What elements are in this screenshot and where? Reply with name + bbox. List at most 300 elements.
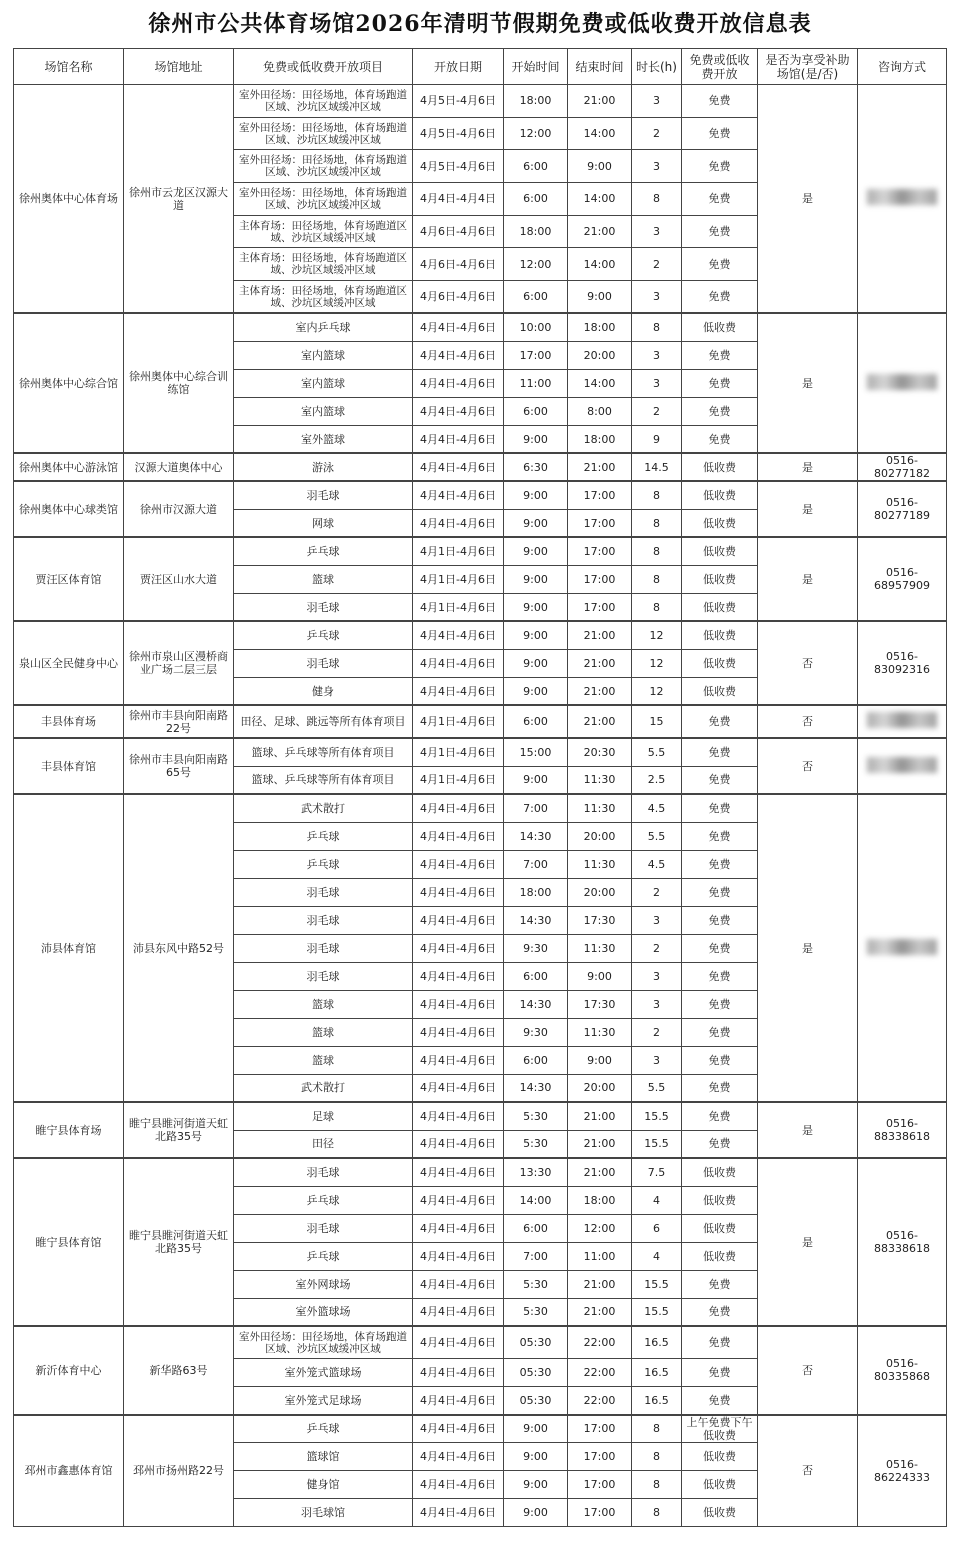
cell-date: 4月4日-4月6日 [413, 1046, 504, 1074]
cell-duration: 3 [632, 962, 682, 990]
cell-item: 篮球馆 [234, 1443, 413, 1471]
cell-start-time: 6:00 [504, 1214, 568, 1242]
cell-start-time: 14:30 [504, 990, 568, 1018]
cell-end-time: 14:00 [568, 183, 632, 216]
cell-duration: 2.5 [632, 766, 682, 794]
cell-duration: 14.5 [632, 453, 682, 481]
cell-end-time: 9:00 [568, 1046, 632, 1074]
cell-date: 4月4日-4月6日 [413, 1326, 504, 1359]
cell-item: 主体育场：田径场地，体育场跑道区域、沙坑区域缓冲区域 [234, 248, 413, 281]
cell-start-time: 14:30 [504, 1074, 568, 1102]
cell-start-time: 18:00 [504, 85, 568, 118]
cell-start-time: 9:30 [504, 934, 568, 962]
cell-fee-type: 低收费 [682, 481, 758, 509]
redacted-contact [867, 374, 937, 390]
cell-item: 健身馆 [234, 1471, 413, 1499]
cell-duration: 2 [632, 934, 682, 962]
cell-duration: 8 [632, 1415, 682, 1443]
cell-item: 篮球、乒乓球等所有体育项目 [234, 766, 413, 794]
cell-duration: 16.5 [632, 1326, 682, 1359]
cell-fee-type: 免费 [682, 878, 758, 906]
header-duration: 时长(h) [632, 49, 682, 85]
cell-fee-type: 免费 [682, 117, 758, 150]
cell-date: 4月4日-4月6日 [413, 1415, 504, 1443]
cell-duration: 8 [632, 183, 682, 216]
cell-item: 室外网球场 [234, 1270, 413, 1298]
cell-duration: 16.5 [632, 1359, 682, 1387]
cell-end-time: 20:30 [568, 738, 632, 766]
cell-fee-type: 低收费 [682, 1443, 758, 1471]
cell-start-time: 9:00 [504, 1443, 568, 1471]
cell-duration: 15 [632, 705, 682, 738]
cell-start-time: 9:00 [504, 481, 568, 509]
cell-fee-type: 免费 [682, 150, 758, 183]
cell-fee-type: 免费 [682, 1326, 758, 1359]
cell-start-time: 05:30 [504, 1387, 568, 1415]
cell-fee-type: 免费 [682, 906, 758, 934]
cell-duration: 8 [632, 1499, 682, 1527]
cell-fee-type: 免费 [682, 1387, 758, 1415]
cell-date: 4月6日-4月6日 [413, 248, 504, 281]
cell-end-time: 21:00 [568, 705, 632, 738]
cell-start-time: 05:30 [504, 1359, 568, 1387]
table-row [14, 621, 947, 649]
cell-end-time: 11:30 [568, 1018, 632, 1046]
cell-start-time: 9:00 [504, 565, 568, 593]
venue-table [13, 48, 947, 1527]
cell-start-time: 7:00 [504, 850, 568, 878]
cell-fee-type: 免费 [682, 369, 758, 397]
cell-date: 4月4日-4月6日 [413, 1471, 504, 1499]
cell-date: 4月4日-4月6日 [413, 794, 504, 822]
subsidized-flag: 是 [758, 1102, 858, 1158]
cell-item: 乒乓球 [234, 537, 413, 565]
cell-date: 4月4日-4月6日 [413, 1214, 504, 1242]
cell-start-time: 9:00 [504, 1471, 568, 1499]
contact: 0516-80277182 [858, 453, 947, 481]
cell-fee-type: 免费 [682, 397, 758, 425]
cell-end-time: 17:00 [568, 1443, 632, 1471]
cell-date: 4月4日-4月6日 [413, 369, 504, 397]
cell-item: 羽毛球 [234, 878, 413, 906]
cell-end-time: 17:00 [568, 537, 632, 565]
cell-fee-type: 低收费 [682, 621, 758, 649]
cell-item: 室外田径场：田径场地，体育场跑道区域、沙坑区域缓冲区域 [234, 150, 413, 183]
cell-end-time: 11:30 [568, 850, 632, 878]
subsidized-flag: 是 [758, 453, 858, 481]
subsidized-flag: 是 [758, 1158, 858, 1326]
venue-address: 徐州市丰县向阳南路22号 [124, 705, 234, 738]
header-subsidized: 是否为享受补助场馆(是/否) [758, 49, 858, 85]
venue-name: 沛县体育馆 [14, 794, 124, 1102]
venue-name: 徐州奥体中心体育场 [14, 85, 124, 314]
cell-end-time: 21:00 [568, 621, 632, 649]
cell-date: 4月4日-4月6日 [413, 906, 504, 934]
cell-duration: 12 [632, 677, 682, 705]
cell-fee-type: 免费 [682, 85, 758, 118]
cell-fee-type: 免费 [682, 962, 758, 990]
table-row [14, 705, 947, 738]
cell-item: 乒乓球 [234, 1415, 413, 1443]
cell-start-time: 9:00 [504, 1499, 568, 1527]
cell-fee-type: 免费 [682, 215, 758, 248]
cell-duration: 8 [632, 593, 682, 621]
subsidized-flag: 否 [758, 621, 858, 705]
cell-start-time: 9:00 [504, 766, 568, 794]
cell-fee-type: 免费 [682, 1298, 758, 1326]
contact [858, 794, 947, 1102]
venue-address: 睢宁县睢河街道天虹北路35号 [124, 1102, 234, 1158]
cell-item: 乒乓球 [234, 850, 413, 878]
header-end-time: 结束时间 [568, 49, 632, 85]
table-row [14, 85, 947, 118]
cell-start-time: 9:00 [504, 621, 568, 649]
cell-end-time: 20:00 [568, 822, 632, 850]
cell-date: 4月4日-4月6日 [413, 341, 504, 369]
cell-date: 4月4日-4月6日 [413, 509, 504, 537]
cell-end-time: 17:30 [568, 990, 632, 1018]
cell-fee-type: 上午免费下午低收费 [682, 1415, 758, 1443]
cell-item: 室外田径场：田径场地，体育场跑道区域、沙坑区域缓冲区域 [234, 85, 413, 118]
cell-duration: 8 [632, 481, 682, 509]
redacted-contact [867, 189, 937, 205]
cell-fee-type: 低收费 [682, 313, 758, 341]
cell-duration: 3 [632, 215, 682, 248]
cell-end-time: 8:00 [568, 397, 632, 425]
cell-duration: 16.5 [632, 1387, 682, 1415]
cell-date: 4月4日-4月6日 [413, 1359, 504, 1387]
cell-end-time: 11:30 [568, 794, 632, 822]
cell-start-time: 9:00 [504, 593, 568, 621]
cell-item: 主体育场：田径场地，体育场跑道区域、沙坑区域缓冲区域 [234, 281, 413, 314]
cell-start-time: 9:00 [504, 677, 568, 705]
cell-date: 4月4日-4月6日 [413, 677, 504, 705]
cell-item: 羽毛球 [234, 934, 413, 962]
cell-item: 篮球、乒乓球等所有体育项目 [234, 738, 413, 766]
cell-date: 4月1日-4月6日 [413, 738, 504, 766]
cell-item: 田径 [234, 1130, 413, 1158]
cell-item: 室外篮球场 [234, 1298, 413, 1326]
cell-fee-type: 免费 [682, 794, 758, 822]
cell-date: 4月4日-4月6日 [413, 313, 504, 341]
cell-end-time: 14:00 [568, 369, 632, 397]
cell-date: 4月4日-4月6日 [413, 1298, 504, 1326]
cell-end-time: 18:00 [568, 425, 632, 453]
cell-fee-type: 免费 [682, 738, 758, 766]
cell-end-time: 21:00 [568, 1270, 632, 1298]
cell-start-time: 15:00 [504, 738, 568, 766]
cell-fee-type: 低收费 [682, 1471, 758, 1499]
cell-item: 足球 [234, 1102, 413, 1130]
table-row [14, 1415, 947, 1443]
cell-item: 乒乓球 [234, 1186, 413, 1214]
cell-end-time: 21:00 [568, 1298, 632, 1326]
cell-date: 4月4日-4月6日 [413, 850, 504, 878]
cell-start-time: 6:00 [504, 705, 568, 738]
cell-duration: 15.5 [632, 1270, 682, 1298]
cell-duration: 2 [632, 397, 682, 425]
cell-fee-type: 免费 [682, 766, 758, 794]
cell-fee-type: 低收费 [682, 509, 758, 537]
cell-duration: 7.5 [632, 1158, 682, 1186]
cell-date: 4月4日-4月6日 [413, 1018, 504, 1046]
cell-duration: 15.5 [632, 1102, 682, 1130]
cell-date: 4月5日-4月6日 [413, 150, 504, 183]
cell-end-time: 21:00 [568, 677, 632, 705]
cell-end-time: 17:00 [568, 509, 632, 537]
cell-fee-type: 低收费 [682, 537, 758, 565]
cell-start-time: 14:30 [504, 906, 568, 934]
cell-date: 4月4日-4月6日 [413, 1102, 504, 1130]
cell-item: 羽毛球 [234, 593, 413, 621]
venue-name: 徐州奥体中心游泳馆 [14, 453, 124, 481]
cell-end-time: 11:30 [568, 766, 632, 794]
cell-start-time: 6:30 [504, 453, 568, 481]
cell-date: 4月4日-4月6日 [413, 1130, 504, 1158]
cell-fee-type: 免费 [682, 1074, 758, 1102]
cell-end-time: 14:00 [568, 117, 632, 150]
cell-fee-type: 免费 [682, 183, 758, 216]
cell-item: 网球 [234, 509, 413, 537]
cell-end-time: 22:00 [568, 1387, 632, 1415]
cell-duration: 3 [632, 85, 682, 118]
cell-fee-type: 低收费 [682, 1158, 758, 1186]
cell-duration: 3 [632, 369, 682, 397]
cell-duration: 3 [632, 906, 682, 934]
cell-date: 4月4日-4月4日 [413, 183, 504, 216]
cell-fee-type: 免费 [682, 1046, 758, 1074]
cell-fee-type: 低收费 [682, 1242, 758, 1270]
cell-fee-type: 免费 [682, 281, 758, 314]
cell-item: 羽毛球 [234, 962, 413, 990]
cell-date: 4月4日-4月6日 [413, 1074, 504, 1102]
cell-item: 羽毛球 [234, 1158, 413, 1186]
table-row [14, 313, 947, 341]
cell-duration: 8 [632, 313, 682, 341]
cell-end-time: 9:00 [568, 962, 632, 990]
cell-date: 4月4日-4月6日 [413, 481, 504, 509]
venue-name: 贾汪区体育馆 [14, 537, 124, 621]
venue-name: 睢宁县体育馆 [14, 1158, 124, 1326]
cell-end-time: 18:00 [568, 313, 632, 341]
cell-item: 健身 [234, 677, 413, 705]
cell-fee-type: 低收费 [682, 1214, 758, 1242]
cell-duration: 8 [632, 1471, 682, 1499]
cell-end-time: 17:00 [568, 1499, 632, 1527]
cell-duration: 3 [632, 281, 682, 314]
venue-name: 徐州奥体中心综合馆 [14, 313, 124, 453]
venue-name: 徐州奥体中心球类馆 [14, 481, 124, 537]
cell-fee-type: 免费 [682, 425, 758, 453]
cell-item: 武术散打 [234, 1074, 413, 1102]
cell-start-time: 10:00 [504, 313, 568, 341]
cell-date: 4月4日-4月6日 [413, 990, 504, 1018]
redacted-contact [867, 939, 937, 955]
cell-start-time: 17:00 [504, 341, 568, 369]
cell-fee-type: 免费 [682, 248, 758, 281]
venue-name: 邳州市鑫惠体育馆 [14, 1415, 124, 1527]
subsidized-flag: 是 [758, 85, 858, 314]
cell-end-time: 20:00 [568, 341, 632, 369]
cell-date: 4月4日-4月6日 [413, 1158, 504, 1186]
cell-end-time: 17:00 [568, 1471, 632, 1499]
contact: 0516-83092316 [858, 621, 947, 705]
table-row [14, 1326, 947, 1359]
cell-fee-type: 免费 [682, 1102, 758, 1130]
contact [858, 705, 947, 738]
cell-start-time: 5:30 [504, 1270, 568, 1298]
redacted-contact [867, 712, 937, 728]
cell-end-time: 17:00 [568, 1415, 632, 1443]
subsidized-flag: 否 [758, 1415, 858, 1527]
cell-fee-type: 低收费 [682, 677, 758, 705]
cell-duration: 15.5 [632, 1130, 682, 1158]
cell-end-time: 21:00 [568, 453, 632, 481]
cell-date: 4月1日-4月6日 [413, 537, 504, 565]
cell-date: 4月6日-4月6日 [413, 215, 504, 248]
table-row [14, 1102, 947, 1130]
cell-end-time: 21:00 [568, 1130, 632, 1158]
cell-start-time: 9:00 [504, 509, 568, 537]
cell-duration: 3 [632, 150, 682, 183]
cell-item: 羽毛球 [234, 649, 413, 677]
venue-address: 汉源大道奥体中心 [124, 453, 234, 481]
header-start-time: 开始时间 [504, 49, 568, 85]
cell-item: 室外田径场：田径场地，体育场跑道区域、沙坑区域缓冲区域 [234, 183, 413, 216]
cell-fee-type: 免费 [682, 1270, 758, 1298]
subsidized-flag: 是 [758, 313, 858, 453]
cell-fee-type: 免费 [682, 341, 758, 369]
cell-fee-type: 免费 [682, 850, 758, 878]
cell-fee-type: 低收费 [682, 453, 758, 481]
cell-end-time: 9:00 [568, 281, 632, 314]
cell-date: 4月4日-4月6日 [413, 1270, 504, 1298]
cell-start-time: 12:00 [504, 248, 568, 281]
cell-date: 4月4日-4月6日 [413, 425, 504, 453]
cell-item: 羽毛球 [234, 906, 413, 934]
cell-duration: 4 [632, 1242, 682, 1270]
cell-duration: 2 [632, 248, 682, 281]
cell-end-time: 20:00 [568, 878, 632, 906]
cell-item: 乒乓球 [234, 621, 413, 649]
cell-item: 室外田径场：田径场地，体育场跑道区域、沙坑区域缓冲区域 [234, 1326, 413, 1359]
cell-item: 篮球 [234, 565, 413, 593]
cell-end-time: 9:00 [568, 150, 632, 183]
cell-date: 4月1日-4月6日 [413, 766, 504, 794]
cell-item: 室外田径场：田径场地，体育场跑道区域、沙坑区域缓冲区域 [234, 117, 413, 150]
page-title: 徐州市公共体育场馆2026年清明节假期免费或低收费开放信息表 [148, 11, 812, 37]
cell-start-time: 7:00 [504, 1242, 568, 1270]
cell-fee-type: 免费 [682, 822, 758, 850]
cell-item: 室外笼式足球场 [234, 1387, 413, 1415]
cell-item: 篮球 [234, 1018, 413, 1046]
cell-item: 篮球 [234, 990, 413, 1018]
cell-date: 4月5日-4月6日 [413, 85, 504, 118]
cell-item: 室内乒乓球 [234, 313, 413, 341]
venue-address: 沛县东风中路52号 [124, 794, 234, 1102]
cell-start-time: 18:00 [504, 215, 568, 248]
header-open-item: 免费或低收费开放项目 [234, 49, 413, 85]
venue-address: 徐州市丰县向阳南路65号 [124, 738, 234, 794]
contact: 0516-88338618 [858, 1158, 947, 1326]
cell-item: 室内篮球 [234, 341, 413, 369]
cell-date: 4月4日-4月6日 [413, 962, 504, 990]
cell-start-time: 9:00 [504, 649, 568, 677]
cell-date: 4月1日-4月6日 [413, 705, 504, 738]
cell-start-time: 6:00 [504, 397, 568, 425]
cell-duration: 8 [632, 537, 682, 565]
cell-start-time: 9:30 [504, 1018, 568, 1046]
venue-address: 新华路63号 [124, 1326, 234, 1415]
cell-end-time: 12:00 [568, 1214, 632, 1242]
cell-duration: 5.5 [632, 822, 682, 850]
contact: 0516-80335868 [858, 1326, 947, 1415]
venue-name: 新沂体育中心 [14, 1326, 124, 1415]
cell-start-time: 9:00 [504, 1415, 568, 1443]
cell-start-time: 6:00 [504, 1046, 568, 1074]
subsidized-flag: 是 [758, 794, 858, 1102]
venue-address: 徐州市云龙区汉源大道 [124, 85, 234, 314]
cell-duration: 2 [632, 878, 682, 906]
cell-date: 4月4日-4月6日 [413, 1242, 504, 1270]
cell-start-time: 6:00 [504, 183, 568, 216]
cell-end-time: 22:00 [568, 1359, 632, 1387]
cell-end-time: 21:00 [568, 85, 632, 118]
cell-start-time: 7:00 [504, 794, 568, 822]
cell-duration: 5.5 [632, 1074, 682, 1102]
cell-end-time: 18:00 [568, 1186, 632, 1214]
cell-duration: 8 [632, 509, 682, 537]
cell-start-time: 12:00 [504, 117, 568, 150]
table-row [14, 1158, 947, 1186]
cell-fee-type: 低收费 [682, 649, 758, 677]
cell-date: 4月4日-4月6日 [413, 822, 504, 850]
cell-duration: 2 [632, 117, 682, 150]
cell-fee-type: 免费 [682, 1130, 758, 1158]
cell-date: 4月4日-4月6日 [413, 397, 504, 425]
cell-start-time: 6:00 [504, 962, 568, 990]
venue-address: 徐州市汉源大道 [124, 481, 234, 537]
cell-duration: 4.5 [632, 794, 682, 822]
cell-item: 武术散打 [234, 794, 413, 822]
venue-address: 睢宁县睢河街道天虹北路35号 [124, 1158, 234, 1326]
table-row [14, 794, 947, 822]
cell-fee-type: 低收费 [682, 1499, 758, 1527]
table-row [14, 537, 947, 565]
venue-name: 泉山区全民健身中心 [14, 621, 124, 705]
subsidized-flag: 是 [758, 537, 858, 621]
table-header [14, 49, 947, 85]
table-row [14, 453, 947, 481]
cell-date: 4月5日-4月6日 [413, 117, 504, 150]
table-row [14, 738, 947, 766]
cell-start-time: 6:00 [504, 281, 568, 314]
cell-start-time: 9:00 [504, 425, 568, 453]
venue-name: 丰县体育场 [14, 705, 124, 738]
cell-start-time: 14:30 [504, 822, 568, 850]
cell-start-time: 13:30 [504, 1158, 568, 1186]
cell-date: 4月6日-4月6日 [413, 281, 504, 314]
table-row [14, 481, 947, 509]
cell-duration: 15.5 [632, 1298, 682, 1326]
header-venue-address: 场馆地址 [124, 49, 234, 85]
cell-start-time: 5:30 [504, 1130, 568, 1158]
subsidized-flag: 否 [758, 705, 858, 738]
cell-end-time: 17:00 [568, 565, 632, 593]
venue-name: 丰县体育馆 [14, 738, 124, 794]
cell-end-time: 11:30 [568, 934, 632, 962]
cell-start-time: 6:00 [504, 150, 568, 183]
